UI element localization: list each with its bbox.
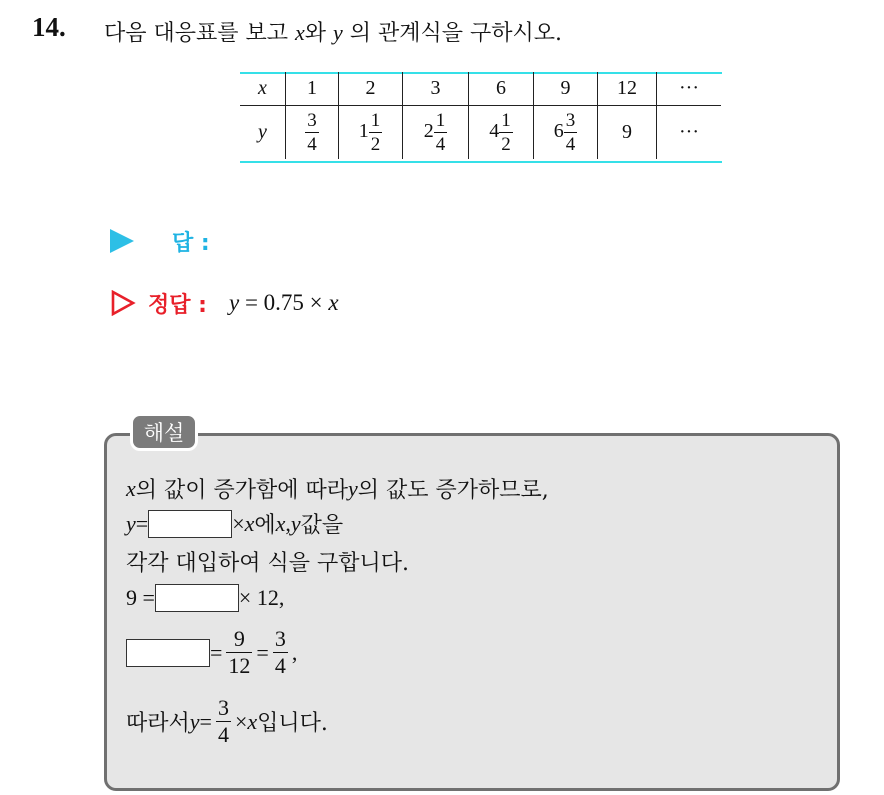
table-row-x bbox=[240, 72, 721, 106]
solution-line-4: 9 = × 12, bbox=[126, 585, 285, 610]
fraction: $\frac{9}{12}$ bbox=[228, 626, 251, 678]
table-cell-x: 2 bbox=[339, 72, 403, 106]
blank-box bbox=[148, 510, 232, 538]
question-text-part: 와 bbox=[304, 21, 334, 46]
blank-box bbox=[126, 639, 210, 667]
correspondence-table bbox=[240, 72, 721, 159]
table-row-y bbox=[240, 106, 721, 160]
fraction: $\frac{3}{4}$ bbox=[217, 695, 229, 747]
table-cell-y: $\frac{3}{4}$ bbox=[286, 106, 339, 160]
solution-line-3: 각각 대입하여 식을 구합니다. bbox=[126, 551, 409, 576]
question-text bbox=[104, 16, 562, 47]
table-cell-x: 3 bbox=[403, 72, 469, 106]
answer-row bbox=[110, 226, 210, 256]
table-cell-x: 12 bbox=[598, 72, 657, 106]
key-answer-value: y = 0.75 × x bbox=[228, 290, 339, 315]
solution-tab: 해설 bbox=[130, 413, 198, 451]
table-cell-y: ··· bbox=[657, 106, 722, 160]
table-cell-y: 2 $\frac{1}{4}$ bbox=[403, 106, 469, 160]
table-cell-y: 4 $\frac{1}{2}$ bbox=[469, 106, 534, 160]
key-answer-row bbox=[110, 287, 339, 319]
solution-line-1: x 의 값이 증가함에 따라 y 의 값도 증가하므로, bbox=[126, 475, 549, 503]
table-cell-x: 1 bbox=[286, 72, 339, 106]
outline-triangle-icon bbox=[110, 290, 136, 316]
question-text-part: 의 관계식을 구하시오. bbox=[342, 21, 563, 46]
solution-line-2: y = × x 에 x , y 값을 bbox=[126, 510, 344, 538]
table-cell-y: 6 $\frac{3}{4}$ bbox=[534, 106, 598, 160]
table-cell-x: 9 bbox=[534, 72, 598, 106]
table-cell-y: 1 $\frac{1}{2}$ bbox=[339, 106, 403, 160]
solution-line-6: 따라서 y = $\frac{3}{4}$ × x 입니다. bbox=[126, 695, 328, 747]
table-bottom-border bbox=[240, 161, 722, 163]
table-cell-x: ··· bbox=[657, 72, 722, 106]
question-var-x: x bbox=[295, 20, 305, 45]
question-text-part: 다음 대응표를 보고 bbox=[104, 21, 295, 46]
table-header-y: y bbox=[258, 121, 267, 143]
answer-label: 답 : bbox=[172, 230, 210, 256]
question-var-y: y bbox=[333, 20, 343, 45]
fraction: $\frac{3}{4}$ bbox=[274, 626, 286, 678]
table-cell-y: 9 bbox=[598, 106, 657, 160]
table-header-x: x bbox=[240, 72, 286, 106]
table-cell-x: 6 bbox=[469, 72, 534, 106]
key-answer-label: 정답 : bbox=[148, 292, 207, 318]
question-number: 14. bbox=[32, 12, 66, 42]
solution-line-5: = $\frac{9}{12}$ = $\frac{3}{4}$ , bbox=[126, 628, 297, 677]
blank-box bbox=[155, 584, 239, 612]
filled-triangle-icon bbox=[110, 229, 134, 253]
